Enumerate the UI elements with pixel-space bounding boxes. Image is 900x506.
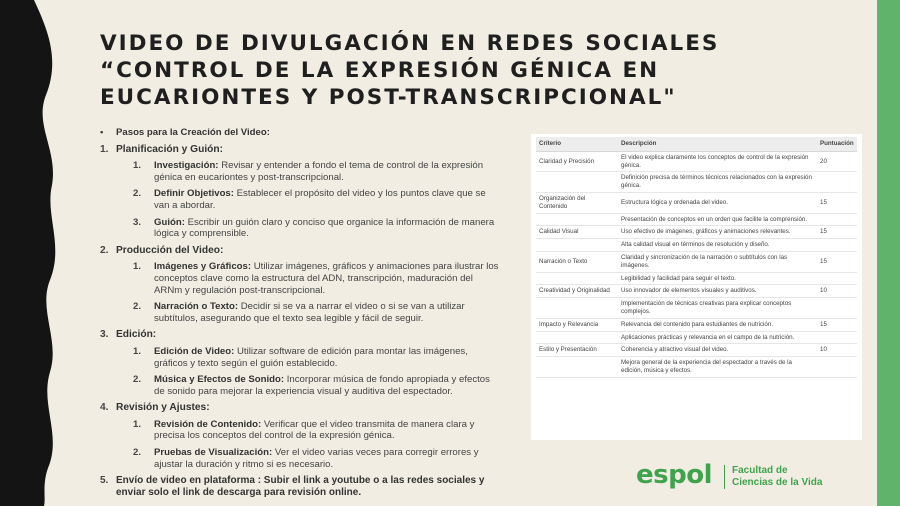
item-marker: 2.	[133, 447, 142, 459]
table-row	[536, 272, 857, 285]
item-marker: 2.	[133, 374, 142, 386]
table-row	[536, 344, 857, 357]
criterion-cell: Claridad y Precisión	[536, 151, 618, 172]
bullet-marker: •	[100, 127, 104, 138]
criterion-cell	[536, 331, 618, 344]
item-marker: 2.	[133, 301, 142, 313]
description-cell: Mejora general de la experiencia del espectador a través de la edición, música y efectos.	[618, 357, 817, 378]
criterion-cell	[536, 298, 618, 319]
item-label: Pruebas de Visualización:	[154, 447, 273, 459]
final-step	[100, 475, 500, 499]
accent-bar	[877, 0, 900, 506]
score-cell: 10	[817, 285, 857, 298]
score-cell	[817, 272, 857, 285]
item-label: Imágenes y Gráficos:	[154, 261, 252, 273]
item-marker: 3.	[133, 216, 142, 228]
description-cell: El video explica claramente los conceptos de control de la expresión génica.	[618, 151, 817, 172]
item-text: Utilizar software de edición para montar las imágenes, gráficos y texto según el guión establecido.	[154, 345, 468, 369]
item-label: Investigación:	[154, 160, 219, 172]
score-cell	[817, 331, 857, 344]
column-header: Descripción	[618, 137, 817, 151]
description-cell: Coherencia y atractivo visual del video.	[618, 344, 817, 357]
item-text: Utilizar imágenes, gráficos y animaciones para ilustrar los conceptos clave como la estructura del ADN, transcripción, maduración del ARNm y regulación post-transcripcional.	[154, 261, 499, 296]
score-cell: 20	[817, 151, 857, 172]
score-cell: 15	[817, 226, 857, 239]
list-item	[100, 374, 500, 397]
table-row	[536, 318, 857, 331]
espol-logo	[636, 462, 846, 494]
criterion-cell	[536, 239, 618, 252]
section-heading	[100, 245, 500, 257]
section-marker: 3.	[100, 329, 109, 341]
criterion-cell: Organización del Contenido	[536, 192, 618, 213]
description-cell: Implementación de técnicas creativas para explicar conceptos complejos.	[618, 298, 817, 319]
description-cell: Alta calidad visual en términos de resolución y diseño.	[618, 239, 817, 252]
item-text: Ver el video varias veces para corregir errores y ajustar la duración y ritmo si es necesario.	[154, 447, 479, 470]
description-cell: Legibilidad y facilidad para seguir el texto.	[618, 272, 817, 285]
item-marker: 1.	[133, 160, 142, 172]
section-edicion	[100, 329, 500, 397]
score-cell	[817, 213, 857, 226]
list-item	[100, 261, 500, 296]
steps-list	[100, 127, 500, 499]
criterion-cell: Estilo y Presentación	[536, 344, 618, 357]
criterion-cell: Calidad Visual	[536, 226, 618, 239]
table-row	[536, 285, 857, 298]
faculty-line-2: Ciencias de la Vida	[732, 477, 823, 488]
column-header: Criterio	[536, 137, 618, 151]
score-cell: 10	[817, 344, 857, 357]
score-cell	[817, 357, 857, 378]
faculty-line-1: Facultad de	[732, 465, 788, 476]
item-label: Definir Objetivos:	[154, 188, 234, 200]
page-title: VIDEO DE DIVULGACIÓN EN REDES SOCIALES “CONTROL DE LA EXPRESIÓN GÉNICA EN EUCARIONTES Y POST-TRANSCRIPCIONAL"	[100, 31, 720, 110]
item-marker: 1.	[133, 418, 142, 430]
list-item	[100, 301, 500, 324]
criterion-cell	[536, 272, 618, 285]
list-item	[100, 419, 500, 442]
table-row	[536, 172, 857, 193]
section-title: Planificación y Guión:	[116, 143, 223, 155]
item-label: Guión:	[154, 216, 185, 228]
item-text: Verificar que el video transmita de manera clara y precisa los conceptos del control de la expresión génica.	[154, 418, 475, 442]
description-cell: Definición precisa de términos técnicos relacionados con la expresión génica.	[618, 172, 817, 193]
item-text: Decidir si se va a narrar el video o si se van a utilizar subtítulos, asegurando que el texto sea legible y fácil de seguir.	[154, 301, 465, 324]
score-cell: 15	[817, 192, 857, 213]
table-row	[536, 192, 857, 213]
table-row	[536, 357, 857, 378]
section-revision	[100, 402, 500, 470]
item-text: Incorporar música de fondo apropiada y efectos de sonido para mejorar la experiencia visual y auditiva del espectador.	[154, 374, 490, 397]
logo-wordmark: espol	[636, 460, 712, 490]
list-item	[100, 188, 500, 211]
section-title: Revisión y Ajustes:	[116, 402, 210, 414]
table-row	[536, 213, 857, 226]
criterion-cell	[536, 172, 618, 193]
section-marker: 5.	[100, 475, 109, 487]
item-label: Edición de Video:	[154, 345, 235, 357]
rubric-table-image	[531, 134, 862, 440]
table-row	[536, 151, 857, 172]
final-step-text: Envío de video en plataforma : Subir el link a youtube o a las redes sociales y enviar solo el link de descarga para revisión online.	[116, 475, 485, 499]
criterion-cell	[536, 213, 618, 226]
faculty-name	[732, 465, 822, 489]
score-cell: 15	[817, 318, 857, 331]
item-text: Escribir un guión claro y conciso que organice la información de manera lógica y comprensible.	[154, 216, 495, 240]
table-row	[536, 331, 857, 344]
logo-divider	[724, 465, 725, 489]
item-label: Música y Efectos de Sonido:	[154, 374, 285, 386]
section-heading	[100, 144, 500, 156]
intro-item	[100, 127, 500, 139]
section-marker: 1.	[100, 143, 109, 155]
score-cell	[817, 239, 857, 252]
section-marker: 2.	[100, 244, 109, 256]
section-heading	[100, 402, 500, 414]
item-marker: 1.	[133, 261, 142, 273]
criterion-cell: Narración o Texto	[536, 251, 618, 272]
item-text: Establecer el propósito del video y los puntos clave que se van a abordar.	[154, 188, 486, 211]
score-cell: 15	[817, 251, 857, 272]
table-row	[536, 251, 857, 272]
item-label: Revisión de Contenido:	[154, 418, 262, 430]
description-cell: Relevancia del contenido para estudiantes de nutrición.	[618, 318, 817, 331]
list-item	[100, 447, 500, 470]
item-marker: 2.	[133, 188, 142, 200]
description-cell: Estructura lógica y ordenada del video.	[618, 192, 817, 213]
item-marker: 1.	[133, 345, 142, 357]
criterion-cell	[536, 357, 618, 378]
table-header-row	[536, 137, 857, 151]
rubric-table	[536, 137, 857, 378]
list-item	[100, 160, 500, 183]
table-row	[536, 298, 857, 319]
description-cell: Aplicaciones prácticas y relevancia en el campo de la nutrición.	[618, 331, 817, 344]
section-heading	[100, 329, 500, 341]
criterion-cell: Creatividad y Originalidad	[536, 285, 618, 298]
list-item	[100, 217, 500, 240]
score-cell	[817, 172, 857, 193]
description-cell: Uso innovador de elementos visuales y auditivos.	[618, 285, 817, 298]
description-cell: Uso efectivo de imágenes, gráficos y animaciones relevantes.	[618, 226, 817, 239]
list-item	[100, 346, 500, 369]
item-text: Revisar y entender a fondo el tema de control de la expresión génica en eucariontes y post-transcripcional.	[154, 160, 484, 183]
section-title: Producción del Video:	[116, 244, 224, 256]
intro-text: Pasos para la Creación del Video:	[116, 127, 270, 138]
decorative-brush-stripe	[0, 0, 70, 506]
section-planificacion	[100, 144, 500, 240]
section-title: Edición:	[116, 329, 157, 341]
table-row	[536, 239, 857, 252]
score-cell	[817, 298, 857, 319]
section-produccion	[100, 245, 500, 325]
description-cell: Presentación de conceptos en un orden que facilite la comprensión.	[618, 213, 817, 226]
description-cell: Claridad y sincronización de la narración o subtítulos con las imágenes.	[618, 251, 817, 272]
section-marker: 4.	[100, 402, 109, 414]
column-header: Puntuación	[817, 137, 857, 151]
criterion-cell: Impacto y Relevancia	[536, 318, 618, 331]
table-row	[536, 226, 857, 239]
item-label: Narración o Texto:	[154, 301, 239, 313]
